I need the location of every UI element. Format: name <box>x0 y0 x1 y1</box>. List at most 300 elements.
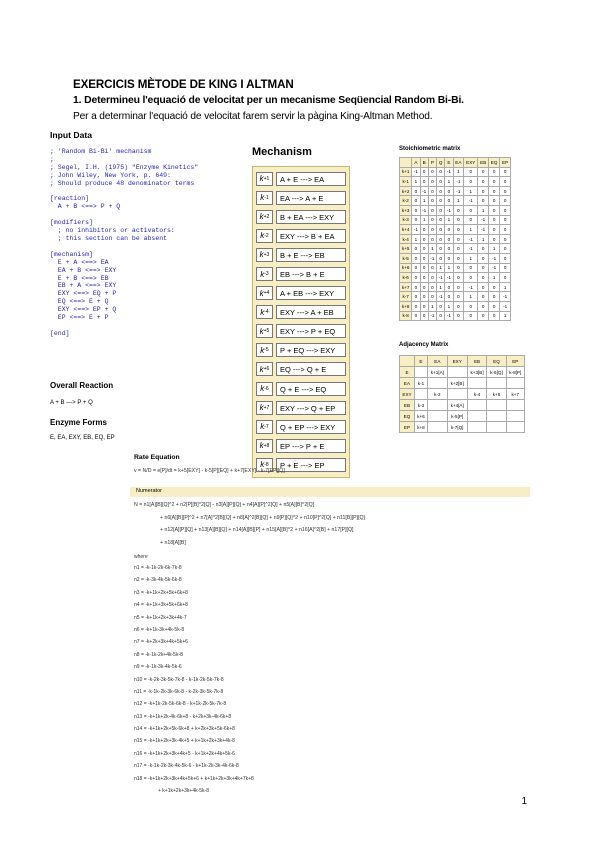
matrix-cell: E <box>400 367 415 378</box>
reaction-text: B + EA ---> EXY <box>276 210 346 224</box>
matrix-cell: -1 <box>445 167 453 177</box>
coefficient-line: n18 = -k+1k+2k+3k+4k+5k+6 + k+1k+2k+3k+4k+7k+8 <box>134 775 254 782</box>
matrix-row <box>400 292 511 302</box>
matrix-cell: 1 <box>420 215 428 225</box>
matrix-cell: 1 <box>464 253 478 263</box>
matrix-cell: 0 <box>428 205 436 215</box>
matrix-cell: 0 <box>489 186 500 196</box>
matrix-header-cell: B <box>420 158 428 168</box>
numerator-label: Numerator <box>136 488 162 494</box>
coefficient-line: n5 = -k+1k+2k+3k+4k-7 <box>134 614 187 621</box>
coefficient-line: + k+1k+2k+3k+4k-5k-8 <box>158 788 210 795</box>
mechanism-step <box>256 226 346 245</box>
coefficient-line: n11 = -k-1k-2k-3k-6k-8 - k-2k-3k-5k-7k-8 <box>134 688 224 695</box>
matrix-cell: 0 <box>445 186 453 196</box>
matrix-cell: k+3[B] <box>467 367 487 378</box>
matrix-row <box>400 411 525 422</box>
matrix-header-cell: E <box>414 356 427 367</box>
matrix-cell: k-2 <box>427 389 447 400</box>
matrix-cell: 0 <box>420 282 428 292</box>
matrix-cell: 0 <box>437 234 445 244</box>
matrix-header-cell: EQ <box>487 356 506 367</box>
matrix-cell: 0 <box>453 225 464 235</box>
matrix-cell: 0 <box>420 311 428 321</box>
matrix-cell: 0 <box>464 273 478 283</box>
mechanism-step <box>256 322 346 341</box>
input-line: A + B <==> P + Q <box>50 203 121 211</box>
page-title: EXERCICIS MÈTODE DE KING I ALTMAN <box>73 78 294 91</box>
rate-constant <box>256 401 273 415</box>
matrix-row <box>400 282 511 292</box>
rate-constant-index: -5 <box>264 347 269 354</box>
reaction-text: EP ---> P + E <box>276 439 346 453</box>
matrix-cell: 0 <box>428 282 436 292</box>
matrix-cell: k+2 <box>400 186 412 196</box>
page-number: 1 <box>521 796 527 807</box>
matrix-header-cell: EP <box>500 158 511 168</box>
reaction-text: P + E ---> EP <box>276 458 346 472</box>
matrix-row <box>400 253 511 263</box>
input-line: ; <box>50 155 54 163</box>
matrix-cell: 0 <box>464 177 478 187</box>
reaction-text: EXY ---> A + EB <box>276 305 346 319</box>
matrix-cell: 0 <box>412 186 420 196</box>
matrix-cell: k-6 <box>400 273 412 283</box>
matrix-cell: 0 <box>412 301 420 311</box>
matrix-cell: 0 <box>428 186 436 196</box>
rate-constant-symbol: k <box>260 307 265 317</box>
matrix-row <box>400 301 511 311</box>
matrix-cell <box>427 411 447 422</box>
matrix-cell: 1 <box>489 244 500 254</box>
coefficient-list <box>134 565 254 800</box>
rate-constant-symbol: k <box>260 269 265 279</box>
matrix-cell: 0 <box>412 273 420 283</box>
matrix-cell: 0 <box>500 177 511 187</box>
matrix-cell <box>487 411 506 422</box>
matrix-cell: -1 <box>453 186 464 196</box>
matrix-cell: 0 <box>478 177 489 187</box>
rate-constant <box>256 439 273 453</box>
matrix-cell: 0 <box>428 292 436 302</box>
rate-constant-symbol: k <box>260 193 265 203</box>
coefficient-line: n14 = -k+1k+2k+5k-6k+8 + k+2k+3k+5k-6k+8 <box>134 726 235 733</box>
matrix-row <box>400 422 525 433</box>
rate-constant <box>256 343 273 357</box>
coefficient-line: n12 = -k+1k-2k-5k-6k-8 - k+1k-2k-5k-7k-8 <box>134 701 227 708</box>
rate-constant-symbol: k <box>260 345 265 355</box>
matrix-cell <box>447 367 467 378</box>
matrix-cell: EP <box>400 422 415 433</box>
matrix-cell: 0 <box>478 282 489 292</box>
matrix-cell: 1 <box>437 263 445 273</box>
matrix-cell: 0 <box>478 167 489 177</box>
matrix-cell: EQ <box>400 411 415 422</box>
matrix-cell: -1 <box>453 177 464 187</box>
rate-constant-symbol: k <box>260 422 265 432</box>
matrix-cell <box>427 400 447 411</box>
rate-constant <box>256 362 273 376</box>
matrix-cell: 1 <box>412 177 420 187</box>
rate-constant <box>256 382 273 396</box>
input-line: ; 'Random Bi-Bi' mechanism <box>50 148 152 155</box>
rate-constant-index: +7 <box>263 404 270 411</box>
matrix-cell: k+4[A] <box>447 400 467 411</box>
matrix-cell: k-8 <box>400 311 412 321</box>
rate-constant <box>256 286 273 300</box>
input-line: EP <==> E + P <box>50 314 109 322</box>
matrix-cell: 0 <box>464 215 478 225</box>
matrix-cell <box>414 367 427 378</box>
rate-constant-index: +8 <box>263 442 270 449</box>
matrix-cell: 0 <box>428 215 436 225</box>
matrix-cell: 0 <box>412 311 420 321</box>
mechanism-step <box>256 303 346 322</box>
rate-constant-index: -4 <box>264 309 269 316</box>
matrix-row <box>400 225 511 235</box>
matrix-cell: 0 <box>412 292 420 302</box>
intro-paragraph: Per a determinar l'equació de velocitat farem servir la pàgina King-Altman Method. <box>73 111 433 122</box>
matrix-cell <box>414 389 427 400</box>
matrix-cell: 0 <box>489 167 500 177</box>
rate-constant-symbol: k <box>260 384 265 394</box>
rate-constant <box>256 248 273 262</box>
matrix-cell: -1 <box>464 196 478 206</box>
matrix-cell: EB <box>400 400 415 411</box>
matrix-cell: 0 <box>453 205 464 215</box>
input-line: EQ <==> E + Q <box>50 298 109 306</box>
matrix-cell: 0 <box>428 167 436 177</box>
matrix-cell: 0 <box>437 167 445 177</box>
matrix-cell: 0 <box>420 167 428 177</box>
matrix-cell: 0 <box>428 234 436 244</box>
matrix-row <box>400 234 511 244</box>
matrix-cell <box>427 378 447 389</box>
matrix-header-cell <box>400 356 415 367</box>
rate-constant-index: -3 <box>264 271 269 278</box>
matrix-cell: 1 <box>500 282 511 292</box>
matrix-cell: 1 <box>464 225 478 235</box>
matrix-cell: k-2 <box>400 196 412 206</box>
matrix-cell <box>467 422 487 433</box>
overall-reaction: A + B ---> P + Q <box>50 400 93 406</box>
matrix-row <box>400 273 511 283</box>
matrix-cell: 0 <box>478 196 489 206</box>
matrix-cell: 0 <box>420 301 428 311</box>
coefficient-line: n13 = -k+1k+2k-4k-6k+8 - k+2k+3k-4k-6k+8 <box>134 713 232 720</box>
rate-constant-index: -2 <box>264 232 269 239</box>
matrix-cell: 0 <box>478 273 489 283</box>
rate-constant-index: +6 <box>263 366 270 373</box>
matrix-cell: 0 <box>500 263 511 273</box>
input-line: EB + A <==> EXY <box>50 282 117 290</box>
mechanism-step <box>256 379 346 398</box>
enzyme-forms: E, EA, EXY, EB, EQ, EP <box>50 435 115 441</box>
matrix-cell: 0 <box>412 196 420 206</box>
reaction-text: Q + EP ---> EXY <box>276 420 346 434</box>
matrix-cell: 0 <box>500 253 511 263</box>
matrix-header-cell: EQ <box>489 158 500 168</box>
rate-constant-symbol: k <box>259 441 264 451</box>
matrix-cell: -1 <box>445 311 453 321</box>
matrix-cell: 0 <box>464 311 478 321</box>
matrix-cell: 1 <box>445 263 453 273</box>
matrix-cell: -1 <box>412 225 420 235</box>
matrix-cell: -1 <box>478 215 489 225</box>
mechanism-step <box>256 169 346 188</box>
reaction-text: EQ ---> Q + E <box>276 362 346 376</box>
mechanism-step <box>256 436 346 455</box>
coefficient-line: n6 = -k+1k-3k+4k-5k-8 <box>134 626 185 633</box>
rate-constant-index: +1 <box>263 175 270 182</box>
matrix-cell: 1 <box>445 215 453 225</box>
matrix-cell: 1 <box>412 234 420 244</box>
input-data-heading: Input Data <box>50 130 93 140</box>
matrix-cell: 0 <box>500 205 511 215</box>
rate-constant <box>256 172 273 186</box>
matrix-header-cell: EA <box>453 158 464 168</box>
coefficient-line: n1 = -k-1k-2k-6k-7k-8 <box>134 565 182 571</box>
rate-constant-symbol: k <box>259 212 264 222</box>
rate-constant-symbol: k <box>260 231 265 241</box>
matrix-row <box>400 186 511 196</box>
matrix-cell: 0 <box>428 196 436 206</box>
matrix-cell: -1 <box>412 167 420 177</box>
matrix-cell: 0 <box>428 177 436 187</box>
matrix-cell: k+7 <box>400 282 412 292</box>
matrix-cell: k+5 <box>400 244 412 254</box>
matrix-cell: k-4 <box>400 234 412 244</box>
coefficient-line: n16 = -k+1k+2k+3k+4k+5 - k+1k+2k+4k+5k-6 <box>134 750 235 757</box>
rate-constant-symbol: k <box>260 460 265 470</box>
rate-constant <box>256 210 273 224</box>
input-line: E + B <==> EB <box>50 274 109 282</box>
rate-constant-index: +2 <box>263 213 270 220</box>
matrix-cell <box>467 378 487 389</box>
matrix-cell <box>487 378 506 389</box>
matrix-cell: 0 <box>437 196 445 206</box>
matrix-cell: -1 <box>437 273 445 283</box>
matrix-cell: 0 <box>500 215 511 225</box>
matrix-cell: 0 <box>445 292 453 302</box>
matrix-cell: 0 <box>453 311 464 321</box>
adjacency-matrix <box>399 355 525 433</box>
rate-constant-index: -6 <box>264 385 269 392</box>
enzyme-forms-heading: Enzyme Forms <box>50 418 107 427</box>
matrix-row <box>400 263 511 273</box>
numerator-line: + n6[A][B][P]^2 + n7[A]^2[B][Q] + n8[A]^2[B][Q] + n9[P][Q]^2 + n10[P]^2[Q] + n11[B][P][Q] <box>160 514 365 521</box>
matrix-cell <box>506 422 524 433</box>
stoich-matrix <box>399 157 511 321</box>
matrix-cell: 0 <box>489 225 500 235</box>
matrix-cell: -1 <box>500 292 511 302</box>
matrix-row <box>400 378 525 389</box>
coefficient-line: n2 = -k-3k-4k-5k-6k-8 <box>134 577 182 584</box>
matrix-row <box>400 367 525 378</box>
matrix-cell <box>506 400 524 411</box>
matrix-header-cell: EB <box>467 356 487 367</box>
matrix-row <box>400 244 511 254</box>
reaction-text: A + E ---> EA <box>276 172 346 186</box>
matrix-cell: 1 <box>489 273 500 283</box>
matrix-cell: 0 <box>453 301 464 311</box>
coefficient-line: n4 = -k+1k+3k+5k+6k+8 <box>134 602 188 609</box>
matrix-cell: 0 <box>489 282 500 292</box>
matrix-cell: 0 <box>420 263 428 273</box>
matrix-cell: 0 <box>412 215 420 225</box>
input-line <box>50 188 198 196</box>
matrix-cell: 1 <box>428 244 436 254</box>
reaction-text: EXY ---> B + EA <box>276 229 346 243</box>
matrix-cell: k-7 <box>400 292 412 302</box>
matrix-cell: 0 <box>489 196 500 206</box>
matrix-cell: 0 <box>453 263 464 273</box>
matrix-cell: 0 <box>420 273 428 283</box>
matrix-cell: 0 <box>445 244 453 254</box>
matrix-cell: 1 <box>453 167 464 177</box>
matrix-cell: 0 <box>437 205 445 215</box>
coefficient-line: n9 = -k-1k-3k-4k-5k-6 <box>134 664 182 671</box>
rate-constant-index: +5 <box>263 328 270 335</box>
input-line <box>50 322 198 330</box>
matrix-cell: 0 <box>500 225 511 235</box>
input-line: E + A <==> EA <box>50 258 109 266</box>
overall-reaction-heading: Overall Reaction <box>50 381 114 390</box>
matrix-cell: 0 <box>445 282 453 292</box>
matrix-cell: k-3 <box>400 215 412 225</box>
matrix-cell <box>467 411 487 422</box>
matrix-cell: 1 <box>420 196 428 206</box>
matrix-cell: k+8 <box>400 301 412 311</box>
reaction-text: EXY ---> Q + EP <box>276 401 346 415</box>
matrix-cell: 0 <box>445 225 453 235</box>
matrix-cell: 0 <box>478 301 489 311</box>
numerator-line: N = n1[A][B][Q]^2 + n2[P][B]^2[Q] - n3[A][P][Q] + n4[A][P]^2[Q] + n5[A][B]^2[Q] <box>134 502 315 508</box>
matrix-cell: k+1 <box>400 167 412 177</box>
matrix-cell: 1 <box>478 234 489 244</box>
where-label: where <box>134 554 148 560</box>
matrix-cell: -1 <box>489 253 500 263</box>
coefficient-line: n8 = -k-1k-2k+4k-5k-8 <box>134 651 183 658</box>
input-line: ; Segel, I.H. (1975) "Enzyme Kinetics" <box>50 163 199 171</box>
matrix-cell: 0 <box>420 225 428 235</box>
matrix-cell: 0 <box>420 177 428 187</box>
matrix-cell: 0 <box>420 244 428 254</box>
matrix-row <box>400 311 511 321</box>
matrix-cell: EA <box>400 378 415 389</box>
matrix-cell: 0 <box>428 273 436 283</box>
matrix-cell: k-1 <box>414 378 427 389</box>
matrix-cell: 0 <box>428 263 436 273</box>
mechanism-step <box>256 284 346 303</box>
matrix-cell: 0 <box>464 263 478 273</box>
matrix-cell: 0 <box>464 301 478 311</box>
coefficient-line: n3 = -k+1k+2k+5k+6k+8 <box>134 589 188 596</box>
matrix-cell: -1 <box>420 186 428 196</box>
matrix-cell: 0 <box>437 186 445 196</box>
matrix-cell: -1 <box>428 253 436 263</box>
input-line: ; John Wiley, New York, p. 649: <box>50 171 171 179</box>
matrix-cell: 0 <box>453 273 464 283</box>
matrix-cell: 0 <box>412 253 420 263</box>
matrix-cell: 1 <box>428 301 436 311</box>
matrix-cell: 0 <box>489 234 500 244</box>
matrix-cell: -1 <box>464 282 478 292</box>
matrix-row <box>400 205 511 215</box>
rate-constant-symbol: k <box>259 250 264 260</box>
matrix-cell: 0 <box>500 273 511 283</box>
reaction-text: B + E ---> EB <box>276 248 346 262</box>
matrix-row <box>400 215 511 225</box>
rate-equation-heading: Rate Equation <box>134 454 180 461</box>
matrix-cell: k+6 <box>400 263 412 273</box>
matrix-cell: k+1[A] <box>427 367 447 378</box>
mechanism-title: Mechanism <box>252 146 312 158</box>
matrix-cell: 0 <box>478 186 489 196</box>
input-line: [end] <box>50 329 70 337</box>
rate-constant <box>256 420 273 434</box>
rate-constant <box>256 191 273 205</box>
input-line: ; no inhibitors or activators: <box>50 227 175 235</box>
matrix-header-cell: EXY <box>464 158 478 168</box>
adjacency-title: Adjacency Matrix <box>399 342 449 348</box>
rate-constant <box>256 229 273 243</box>
matrix-cell: 0 <box>478 292 489 302</box>
rate-constant-index: -7 <box>264 423 269 430</box>
matrix-cell <box>427 422 447 433</box>
mechanism-step <box>256 398 346 417</box>
matrix-cell: 0 <box>453 234 464 244</box>
matrix-cell <box>447 389 467 400</box>
input-line: [reaction] <box>50 195 90 203</box>
matrix-cell: 0 <box>428 225 436 235</box>
numerator-line: + n18[A][B] <box>160 539 186 546</box>
matrix-cell: 0 <box>478 253 489 263</box>
matrix-cell: 1 <box>445 177 453 187</box>
matrix-cell: k-5[P] <box>447 411 467 422</box>
matrix-header-cell: EXY <box>447 356 467 367</box>
matrix-cell: 1 <box>453 196 464 206</box>
rate-constant-index: -8 <box>264 461 269 468</box>
input-data-listing <box>50 148 198 338</box>
matrix-cell: -1 <box>428 311 436 321</box>
matrix-cell: -1 <box>478 225 489 235</box>
matrix-cell: 0 <box>464 205 478 215</box>
matrix-cell: -1 <box>464 234 478 244</box>
matrix-header-cell: EB <box>478 158 489 168</box>
matrix-cell: k-5 <box>400 253 412 263</box>
coefficient-line: n7 = -k+2k+3k+4k+5k+6 <box>134 639 188 646</box>
matrix-header-cell: E <box>445 158 453 168</box>
matrix-cell: 0 <box>412 205 420 215</box>
mechanism-step <box>256 188 346 207</box>
reaction-text: Q + E ---> EQ <box>276 382 346 396</box>
matrix-row <box>400 389 525 400</box>
matrix-cell: 0 <box>437 311 445 321</box>
rate-constant-symbol: k <box>259 174 264 184</box>
matrix-row <box>400 167 511 177</box>
input-line: [modifiers] <box>50 219 93 227</box>
matrix-cell: 0 <box>420 234 428 244</box>
matrix-row <box>400 177 511 187</box>
coefficient-line: n10 = -k-2k-3k-5k-7k-8 - k-1k-2k-5k-7k-8 <box>134 676 224 683</box>
reaction-text: EB ---> B + E <box>276 267 346 281</box>
matrix-cell: -1 <box>437 292 445 302</box>
matrix-cell: k-3 <box>414 400 427 411</box>
matrix-cell: 0 <box>489 177 500 187</box>
matrix-cell: 0 <box>420 292 428 302</box>
mechanism-step <box>256 417 346 436</box>
